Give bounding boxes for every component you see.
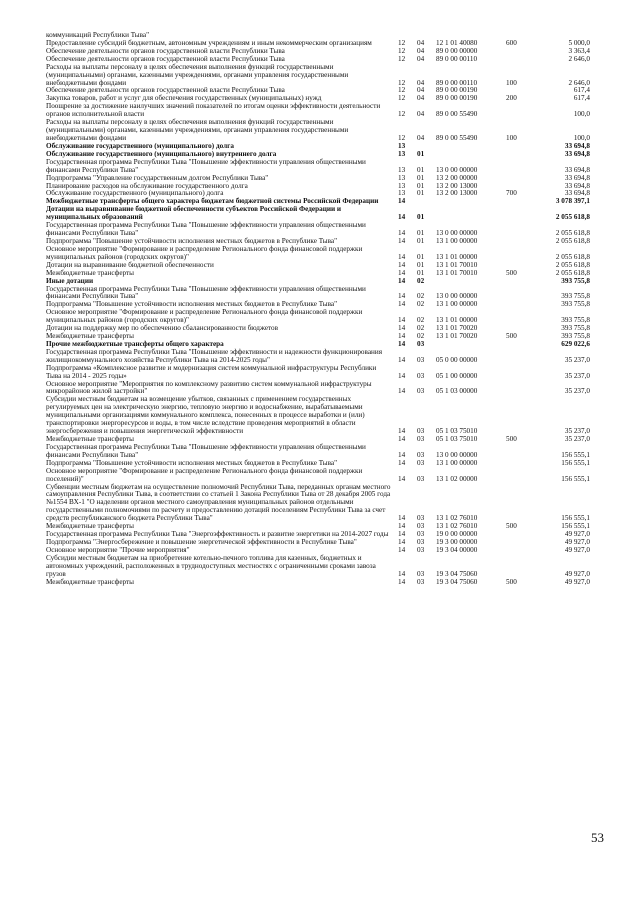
row-podrazdel-cell: 02 — [417, 300, 425, 309]
budget-table-body — [46, 32, 592, 587]
row-razdel-cell: 12 — [398, 110, 406, 119]
row-csr-cell: 13 1 01 70010 — [436, 268, 478, 277]
row-csr-cell: 13 2 00 00000 — [436, 173, 478, 182]
row-csr-cell: 13 1 01 00000 — [436, 316, 478, 325]
row-razdel-cell: 12 — [398, 133, 406, 142]
row-name-cell: Обслуживание государственного (муниципального) долга — [46, 189, 224, 198]
row-name-cell: Основное мероприятие "Формирование и распределение Регионального фонда финансовой поддержки муниципальных районов (городских округов)" — [46, 308, 363, 325]
row-podrazdel-cell: 02 — [417, 324, 425, 333]
row-razdel-cell: 12 — [398, 94, 406, 103]
row-podrazdel-cell: 03 — [417, 577, 425, 586]
row-name-cell: Подпрограмма "Энергосбережение и повышение энергетической эффективности в Республике Тыва" — [46, 538, 357, 546]
row-razdel-cell: 14 — [398, 324, 406, 333]
row-razdel-cell: 14 — [398, 371, 406, 380]
row-razdel-cell: 13 — [398, 149, 406, 158]
table-row — [46, 159, 592, 175]
row-sum-cell: 2 055 618,8 — [555, 236, 590, 245]
row-podrazdel-cell: 03 — [417, 545, 425, 554]
row-podrazdel-cell: 03 — [417, 458, 425, 467]
row-podrazdel-cell: 02 — [417, 316, 425, 325]
table-row — [46, 246, 592, 262]
row-name-cell: Расходы на выплаты персоналу в целях обеспечения выполнения функций государственными (муниципальными) органами, казенными учреждениями, органами управления государственными внебюджетными фондами — [46, 118, 349, 142]
row-sum-cell: 33 694,8 — [564, 181, 590, 190]
row-vr-cell — [504, 159, 536, 175]
row-csr-cell — [434, 143, 504, 151]
row-podrazdel-cell: 03 — [417, 569, 425, 578]
row-razdel-cell: 14 — [398, 474, 406, 483]
row-name-cell: Обеспечение деятельности органов государственной власти Республики Тыва — [46, 46, 285, 55]
row-podrazdel-cell: 03 — [417, 530, 425, 539]
row-vr-cell — [504, 468, 536, 484]
row-sum-cell: 35 237,0 — [564, 387, 590, 396]
table-row — [46, 64, 592, 88]
table-row — [46, 365, 592, 381]
row-podrazdel-cell: 02 — [417, 292, 425, 301]
row-vr-cell: 700 — [506, 189, 517, 198]
row-sum-cell: 35 237,0 — [564, 371, 590, 380]
row-csr-cell: 13 0 00 00000 — [436, 229, 478, 238]
row-razdel-cell: 14 — [398, 569, 406, 578]
row-vr-cell — [504, 365, 536, 381]
row-vr-cell: 100 — [506, 78, 517, 87]
row-podrazdel-cell: 03 — [417, 538, 425, 546]
row-name-cell: Основное мероприятие "Формирование и распределение Регионального фонда финансовой поддержки муниципальных районов (городских округов)" — [46, 244, 363, 261]
row-name-cell: Субсидии местным бюджетам на возмещение убытков, связанных с применением государственных регулируемых цен на электрическую энергию, тепловую энергию и водоснабжение, вырабатываемыми муниципальными организациями коммунального комплекса, понесенных в процессе выработки и (или) транспортировки энергоресурсов и воды, в том числе вследствие проведения мероприятий в области энергосбережения и повышения энергетической эффективности — [46, 395, 365, 436]
row-name-cell: Иные дотации — [46, 276, 94, 285]
row-csr-cell — [434, 151, 504, 159]
row-podrazdel-cell: 04 — [417, 78, 425, 87]
row-sum-cell: 393 755,8 — [561, 324, 590, 333]
row-vr-cell — [504, 539, 536, 547]
row-vr-cell: 500 — [506, 268, 517, 277]
row-razdel-cell: 14 — [398, 450, 406, 459]
row-csr-cell: 89 0 00 55490 — [436, 110, 478, 119]
row-sum-cell: 2 055 618,8 — [555, 252, 590, 261]
row-vr-cell — [504, 341, 536, 349]
table-row — [46, 396, 592, 436]
row-podrazdel-cell: 03 — [417, 371, 425, 380]
table-row — [46, 484, 592, 524]
row-name-cell: Государственная программа Республики Тыва "Повышение эффективности управления общественными финансами Республики Тыва" — [46, 221, 366, 238]
row-name-cell: Основное мероприятие "Мероприятия по комплексному развитию систем коммунальной инфраструктуры микрорайонов жилой застройки" — [46, 379, 372, 396]
row-podrazdel-cell: 03 — [417, 522, 425, 531]
row-vr-cell: 100 — [506, 133, 517, 142]
row-razdel-cell: 12 — [398, 86, 406, 95]
table-row — [46, 286, 592, 302]
row-name-cell: Межбюджетные трансферты — [46, 577, 134, 586]
row-csr-cell: 13 1 00 00000 — [436, 458, 478, 467]
table-row — [46, 381, 592, 397]
row-vr-cell — [504, 151, 536, 159]
row-podrazdel-cell: 03 — [417, 427, 425, 436]
row-podrazdel-cell: 01 — [417, 173, 425, 182]
row-razdel-cell: 14 — [398, 229, 406, 238]
row-sum-cell: 33 694,8 — [564, 173, 590, 182]
row-vr-cell — [504, 222, 536, 238]
row-name-cell: Государственная программа Республики Тыва "Повышение эффективности управления общественными финансами Республики Тыва" — [46, 284, 366, 301]
row-podrazdel-cell: 04 — [417, 94, 425, 103]
row-csr-cell — [434, 198, 504, 206]
table-row — [46, 206, 592, 222]
row-name-cell: Поощрение за достижение наилучших значений показателей по итогам оценки эффективности деятельности органов исполнительной власти — [46, 102, 381, 119]
row-razdel-cell: 14 — [398, 300, 406, 309]
row-csr-cell: 13 1 01 70020 — [436, 332, 478, 341]
row-sum-cell: 35 237,0 — [564, 427, 590, 436]
row-razdel-cell: 13 — [398, 181, 406, 190]
row-csr-cell: 13 1 02 00000 — [436, 474, 478, 483]
row-sum-cell: 33 694,8 — [564, 189, 590, 198]
row-sum-cell: 617,4 — [573, 86, 590, 95]
row-vr-cell: 500 — [506, 435, 517, 444]
table-row — [46, 222, 592, 238]
row-sum-cell: 2 646,0 — [568, 78, 590, 87]
row-sum-cell: 393 755,8 — [561, 316, 590, 325]
row-razdel-cell: 14 — [398, 197, 406, 206]
row-razdel-cell: 14 — [398, 260, 406, 269]
row-podrazdel-cell — [414, 198, 434, 206]
row-name-cell: Основное мероприятие "Формирование и распределение Регионального фонда финансовой поддержки поселений)" — [46, 466, 363, 483]
row-name-cell: Предоставление субсидий бюджетным, автономным учреждениям и иным некоммерческим организациям — [46, 38, 372, 47]
row-razdel-cell: 13 — [398, 141, 406, 150]
row-podrazdel-cell: 03 — [417, 355, 425, 364]
row-sum-cell: 33 694,8 — [564, 141, 590, 150]
row-razdel-cell: 14 — [398, 339, 406, 348]
row-razdel-cell: 14 — [398, 276, 406, 285]
row-name-cell: Подпрограмма «Комплексное развитие и модернизация систем коммунальной инфраструктуры Республики Тыва на 2014 - 2025 годы» — [46, 363, 377, 380]
row-name-cell: Государственная программа Республики Тыва "Повышение эффективности и надежности функционирования жилищнокоммунального хозяйства Республики Тыва на 2014-2025 годы" — [46, 347, 383, 364]
row-name-cell: Планирование расходов на обслуживание государственного долга — [46, 181, 248, 190]
row-razdel-cell: 14 — [398, 435, 406, 444]
row-vr-cell — [504, 396, 536, 436]
row-sum-cell: 49 927,0 — [564, 530, 590, 539]
row-vr-cell — [504, 56, 536, 64]
table-row — [46, 468, 592, 484]
row-csr-cell: 89 0 00 00000 — [436, 46, 478, 55]
row-sum-cell: 2 055 618,8 — [555, 229, 590, 238]
row-sum-cell: 2 055 618,8 — [555, 268, 590, 277]
row-sum-cell: 33 694,8 — [564, 149, 590, 158]
row-sum-cell: 5 000,0 — [568, 38, 590, 47]
table-row — [46, 349, 592, 365]
row-sum-cell: 393 755,8 — [561, 300, 590, 309]
row-sum-cell: 3 078 397,1 — [555, 197, 590, 206]
row-name-cell: Подпрограмма "Повышение устойчивости исполнения местных бюджетов в Республике Тыва" — [46, 300, 338, 309]
row-csr-cell: 05 1 03 75010 — [436, 435, 478, 444]
row-name-cell: Обеспечение деятельности органов государственной власти Республики Тыва — [46, 54, 285, 63]
row-name-cell: Межбюджетные трансферты общего характера бюджетам бюджетной системы Российской Федерации — [46, 197, 379, 206]
row-vr-cell — [504, 309, 536, 325]
row-vr-cell — [504, 555, 536, 579]
row-vr-cell — [504, 246, 536, 262]
row-sum-cell: 629 022,6 — [561, 339, 590, 348]
row-vr-cell: 500 — [506, 332, 517, 341]
row-vr-cell — [504, 175, 536, 183]
row-sum-cell: 100,0 — [573, 133, 590, 142]
row-name-cell: Межбюджетные трансферты — [46, 332, 134, 341]
row-sum-cell: 393 755,8 — [561, 332, 590, 341]
row-razdel-cell: 14 — [398, 316, 406, 325]
row-name-cell: Межбюджетные трансферты — [46, 522, 134, 531]
row-vr-cell: 500 — [506, 522, 517, 531]
row-csr-cell: 13 1 01 00000 — [436, 252, 478, 261]
row-podrazdel-cell: 04 — [417, 38, 425, 47]
row-sum-cell: 100,0 — [573, 110, 590, 119]
row-sum-cell: 33 694,8 — [564, 165, 590, 174]
row-vr-cell — [504, 286, 536, 302]
row-podrazdel-cell: 03 — [417, 450, 425, 459]
table-row — [46, 555, 592, 579]
row-razdel-cell: 12 — [398, 78, 406, 87]
row-razdel-cell: 14 — [398, 545, 406, 554]
row-razdel-cell: 14 — [398, 458, 406, 467]
row-name-cell: Субсидии местным бюджетам на приобретение котельно-печного топлива для казенных, бюджетных и автономных учреждений, расположенных в труднодоступных местностях с ограниченными сроками завоза грузов — [46, 553, 376, 578]
row-sum-cell: 3 363,4 — [568, 46, 590, 55]
row-razdel-cell: 12 — [398, 46, 406, 55]
row-name-cell: Основное мероприятие "Прочие мероприятия" — [46, 545, 190, 554]
row-sum-cell: 156 555,1 — [561, 450, 590, 459]
row-sum-cell: 49 927,0 — [564, 538, 590, 546]
row-name-cell: Межбюджетные трансферты — [46, 268, 134, 277]
row-sum-cell: 2 646,0 — [568, 54, 590, 63]
row-vr-cell — [504, 547, 536, 555]
row-csr-cell: 13 2 00 13000 — [436, 189, 478, 198]
row-name-cell: Дотации на выравнивание бюджетной обеспеченности — [46, 260, 214, 269]
row-sum-cell: 49 927,0 — [564, 569, 590, 578]
row-name-cell: Обслуживание государственного (муниципального) внутреннего долга — [46, 149, 277, 158]
row-name-cell: Межбюджетные трансферты — [46, 435, 134, 444]
row-name-cell: Обеспечение деятельности органов государственной власти Республики Тыва — [46, 86, 285, 95]
row-csr-cell: 05 1 03 75010 — [436, 427, 478, 436]
row-sum-cell: 393 755,8 — [561, 292, 590, 301]
row-csr-cell: 13 1 00 00000 — [436, 236, 478, 245]
row-podrazdel-cell: 03 — [417, 387, 425, 396]
row-vr-cell: 200 — [506, 94, 517, 103]
row-razdel-cell: 13 — [398, 189, 406, 198]
row-csr-cell: 13 1 01 70020 — [436, 324, 478, 333]
budget-table — [46, 32, 592, 587]
row-vr-cell — [504, 381, 536, 397]
row-podrazdel-cell: 02 — [417, 276, 425, 285]
row-csr-cell: 13 0 00 00000 — [436, 450, 478, 459]
row-vr-cell: 500 — [506, 577, 517, 586]
row-name-cell: Подпрограмма "Повышение устойчивости исполнения местных бюджетов в Республике Тыва" — [46, 236, 338, 245]
row-csr-cell: 05 0 00 00000 — [436, 355, 478, 364]
page-number: 53 — [591, 830, 604, 845]
row-razdel-cell: 14 — [398, 514, 406, 523]
row-razdel-cell: 12 — [398, 38, 406, 47]
row-razdel-cell: 12 — [398, 54, 406, 63]
row-sum-cell: 35 237,0 — [564, 355, 590, 364]
row-name-cell: Государственная программа Республики Тыва "Энергоэффективность и развитие энергетики на 2014-2027 годы — [46, 530, 389, 539]
row-csr-cell — [434, 278, 504, 286]
row-csr-cell: 19 0 00 00000 — [436, 530, 478, 539]
row-name-cell: Дотации на выравнивание бюджетной обеспеченности субъектов Российской Федерации и муниципальных образований — [46, 205, 342, 222]
row-name-cell: Государственная программа Республики Тыва "Повышение эффективности управления общественными финансами Республики Тыва" — [46, 157, 366, 174]
row-razdel-cell: 14 — [398, 292, 406, 301]
row-podrazdel-cell: 04 — [417, 86, 425, 95]
row-vr-cell — [504, 531, 536, 539]
row-razdel-cell: 14 — [398, 387, 406, 396]
table-row — [46, 444, 592, 460]
row-podrazdel-cell: 04 — [417, 110, 425, 119]
row-podrazdel-cell: 01 — [417, 229, 425, 238]
row-csr-cell — [434, 206, 504, 222]
row-vr-cell — [504, 301, 536, 309]
row-name-cell: Государственная программа Республики Тыва "Повышение эффективности управления общественными финансами Республики Тыва" — [46, 442, 366, 459]
row-sum-cell: 156 555,1 — [561, 458, 590, 467]
row-podrazdel-cell: 01 — [417, 252, 425, 261]
row-sum-cell: 617,4 — [573, 94, 590, 103]
row-csr-cell: 13 0 00 00000 — [436, 165, 478, 174]
row-csr-cell: 13 1 02 76010 — [436, 514, 478, 523]
row-razdel-cell: 13 — [398, 173, 406, 182]
row-csr-cell: 13 1 01 70010 — [436, 260, 478, 269]
row-sum-cell: 2 055 618,8 — [555, 213, 590, 222]
row-sum-cell: 156 555,1 — [561, 474, 590, 483]
row-name-cell: Закупка товаров, работ и услуг для обеспечения государственных (муниципальных) нужд — [46, 94, 322, 103]
row-csr-cell: 19 3 04 00000 — [436, 545, 478, 554]
row-name-cell: Субвенции местным бюджетам на осуществление полномочий Республики Тыва, переданных органам местного самоуправления Республики Тыва, в соответствии со статьей 1 Закона Республики Тыва от 28 декабря 2005 года №1554 ВХ-1 "О наделении органов местного самоуправления муниципальных районов отдельными государственными полномочиями по расчету и предоставлению дотаций поселениям Республики Тыва за счет средств республиканского бюджета Республики Тыва" — [46, 482, 391, 523]
row-vr-cell — [504, 460, 536, 468]
row-csr-cell — [434, 341, 504, 349]
row-podrazdel-cell: 04 — [417, 133, 425, 142]
row-name-cell: Расходы на выплаты персоналу в целях обеспечения выполнения функций государственными (муниципальными) органами, казенными учреждениями, органами управления государственными внебюджетными фондами — [46, 62, 349, 87]
row-vr-cell — [504, 143, 536, 151]
row-csr-cell: 19 3 04 75060 — [436, 569, 478, 578]
row-podrazdel-cell: 01 — [417, 181, 425, 190]
row-podrazdel-cell: 01 — [417, 236, 425, 245]
row-podrazdel-cell: 01 — [417, 213, 425, 222]
row-csr-cell: 89 0 00 55490 — [436, 133, 478, 142]
row-name-cell: Прочие межбюджетные трансферты общего характера — [46, 339, 224, 348]
row-vr-cell — [504, 444, 536, 460]
row-name-cell: коммуникаций Республики Тыва" — [46, 31, 150, 39]
row-csr-cell: 19 3 04 75060 — [436, 577, 478, 586]
row-razdel-cell: 14 — [398, 236, 406, 245]
row-razdel-cell: 14 — [398, 355, 406, 364]
row-csr-cell: 12 1 01 40080 — [436, 38, 478, 47]
row-razdel-cell: 14 — [398, 252, 406, 261]
row-csr-cell: 89 0 00 00110 — [436, 78, 478, 87]
row-razdel-cell: 14 — [398, 538, 406, 546]
row-podrazdel-cell: 03 — [417, 474, 425, 483]
row-podrazdel-cell: 01 — [417, 165, 425, 174]
row-vr-cell — [504, 278, 536, 286]
row-podrazdel-cell: 04 — [417, 54, 425, 63]
row-sum-cell: 49 927,0 — [564, 545, 590, 554]
row-csr-cell: 89 0 00 00110 — [436, 54, 478, 63]
row-podrazdel-cell: 03 — [417, 514, 425, 523]
row-razdel-cell: 13 — [398, 165, 406, 174]
row-vr-cell — [504, 349, 536, 365]
row-razdel-cell: 14 — [398, 522, 406, 531]
table-row — [46, 579, 592, 587]
row-name-cell: Подпрограмма "Повышение устойчивости исполнения местных бюджетов в Республике Тыва" — [46, 458, 338, 467]
row-name-cell: Подпрограмма "Управление государственным долгом Республики Тыва" — [46, 173, 269, 182]
row-csr-cell: 05 1 00 00000 — [436, 371, 478, 380]
row-sum-cell: 35 237,0 — [564, 435, 590, 444]
row-razdel-cell: 14 — [398, 268, 406, 277]
row-csr-cell: 13 2 00 13000 — [436, 181, 478, 190]
row-sum-cell: 2 055 618,8 — [555, 260, 590, 269]
row-name-cell: Дотации на поддержку мер по обеспечению сбалансированности бюджетов — [46, 324, 279, 333]
row-csr-cell: 05 1 03 00000 — [436, 387, 478, 396]
row-razdel-cell: 14 — [398, 427, 406, 436]
row-csr-cell: 13 1 02 76010 — [436, 522, 478, 531]
row-podrazdel-cell: 01 — [417, 260, 425, 269]
table-row — [46, 103, 592, 119]
row-vr-cell — [504, 103, 536, 119]
table-row — [46, 119, 592, 143]
table-row — [46, 270, 592, 278]
row-vr-cell — [504, 238, 536, 246]
row-vr-cell — [504, 198, 536, 206]
row-razdel-cell: 14 — [398, 577, 406, 586]
row-podrazdel-cell: 03 — [417, 435, 425, 444]
row-sum-cell: 156 555,1 — [561, 522, 590, 531]
row-sum-cell: 393 755,8 — [561, 276, 590, 285]
row-sum-cell: 156 555,1 — [561, 514, 590, 523]
row-vr-cell — [504, 206, 536, 222]
row-csr-cell: 89 0 00 00190 — [436, 86, 478, 95]
row-razdel-cell: 14 — [398, 530, 406, 539]
row-razdel-cell: 14 — [398, 213, 406, 222]
row-podrazdel-cell: 01 — [417, 268, 425, 277]
row-csr-cell: 19 3 00 00000 — [436, 538, 478, 546]
row-podrazdel-cell: 01 — [417, 149, 425, 158]
row-vr-cell — [504, 484, 536, 524]
row-csr-cell: 89 0 00 00190 — [436, 94, 478, 103]
row-podrazdel-cell: 04 — [417, 46, 425, 55]
row-vr-cell — [504, 48, 536, 56]
row-csr-cell: 13 1 00 00000 — [436, 300, 478, 309]
row-razdel-cell: 14 — [398, 332, 406, 341]
row-csr-cell: 13 0 00 00000 — [436, 292, 478, 301]
row-sum-cell: 49 927,0 — [564, 577, 590, 586]
table-row — [46, 309, 592, 325]
row-podrazdel-cell: 03 — [417, 339, 425, 348]
row-name-cell: Обслуживание государственного (муниципального) долга — [46, 141, 234, 150]
row-vr-cell: 600 — [506, 38, 517, 47]
row-podrazdel-cell: 01 — [417, 189, 425, 198]
row-podrazdel-cell: 02 — [417, 332, 425, 341]
